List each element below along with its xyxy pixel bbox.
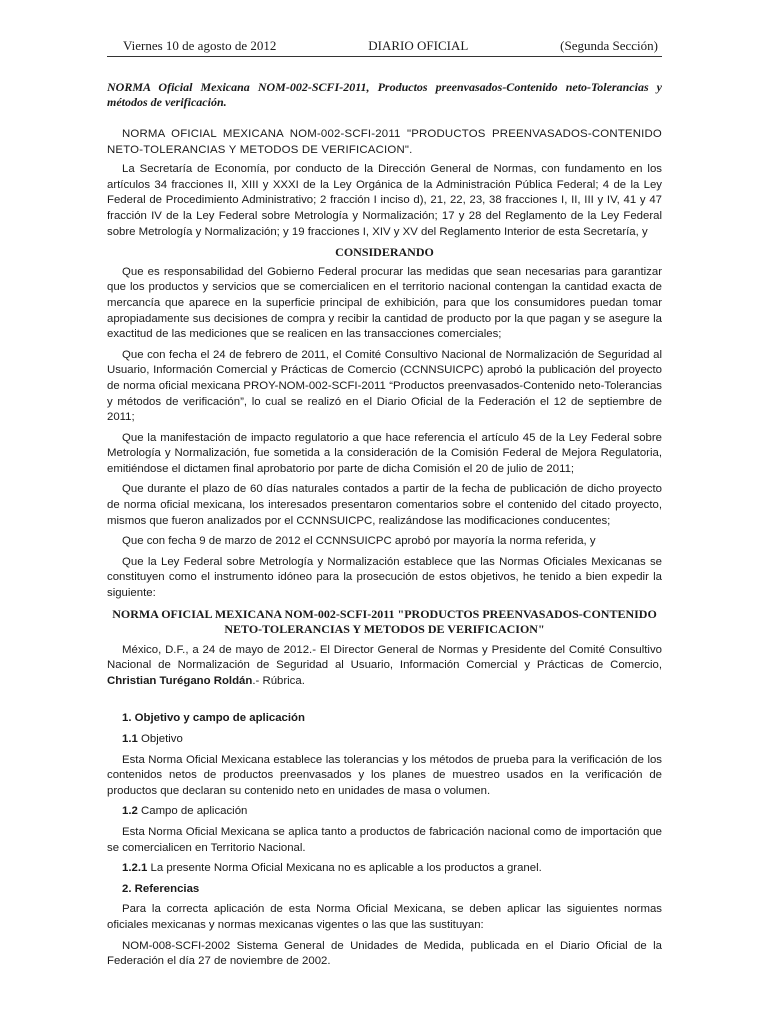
norm-centered-title: [107, 607, 662, 637]
signature-text: México, D.F., a 24 de mayo de 2012.- El Director General de Normas y Presidente del Comité Consultivo Nacional de Normalización de Seguridad al Usuario, Información Comercial y Prácticas de Comercio,: [107, 643, 662, 672]
considerando-paragraph: Que con fecha el 24 de febrero de 2011, el Comité Consultivo Nacional de Normalización de Seguridad al Usuario, Información Comercial y Prácticas de Comercio (CCNNSUICPC) aprobó la publicación del proyecto de norma oficial mexicana PROY-NOM-002-SCFI-2011 “Productos preenvasados-Contenido neto-Tolerancias y métodos de verificación”, lo cual se realizó en el Diario Oficial de la Federación el 12 de septiembre de 2011;: [107, 348, 662, 424]
considerando-paragraph: Que con fecha 9 de marzo de 2012 el CCNNSUICPC aprobó por mayoría la norma referida, y: [122, 535, 596, 548]
intro-caps-paragraph: NORMA OFICIAL MEXICANA NOM-002-SCFI-2011 "PRODUCTOS PREENVASADOS-CONTENIDO NETO-TOLERANCIAS Y METODOS DE VERIFICACION".: [107, 128, 662, 156]
header-section: (Segunda Sección): [560, 38, 658, 53]
considerando-paragraph: Que durante el plazo de 60 días naturales contados a partir de la fecha de publicación de dicho proyecto de norma oficial mexicana, los interesados presentaron comentarios sobre el contenido del citado proyecto, mismos que fueron analizados por el CCNNSUICPC, realizándose las modificaciones conducentes;: [107, 483, 662, 527]
header-publication: DIARIO OFICIAL: [368, 38, 469, 53]
considerando-heading: CONSIDERANDO: [335, 245, 434, 260]
subsection-1-2: [107, 804, 662, 820]
norm-title: NORMA Oficial Mexicana NOM-002-SCFI-2011, Productos preenvasados-Contenido neto-Tolerancias y métodos de verificación.: [107, 80, 662, 109]
document-body: [107, 127, 662, 970]
subsection-1-2-text: Esta Norma Oficial Mexicana se aplica tanto a productos de fabricación nacional como de importación que se comercialicen en Territorio Nacional.: [107, 825, 662, 854]
subsection-number: 1.2.1: [122, 862, 148, 875]
section-1-heading: 1. Objetivo y campo de aplicación: [122, 712, 305, 725]
subsection-title: Objetivo: [137, 733, 183, 745]
subsection-1-1: [107, 732, 662, 748]
subsection-1-2-1: [107, 861, 662, 877]
subsection-title: Campo de aplicación: [137, 805, 248, 818]
reference-item: NOM-008-SCFI-2002 Sistema General de Unidades de Medida, publicada en el Diario Oficial de la Federación el día 27 de noviembre de 2002.: [107, 939, 662, 968]
signatory-name: Christian Turégano Roldán: [107, 674, 253, 687]
subsection-number: 1.2: [122, 805, 138, 818]
signature-suffix: .- Rúbrica.: [252, 674, 305, 687]
norm-centered-title-line: NETO-TOLERANCIAS Y METODOS DE VERIFICACION": [224, 621, 545, 636]
signature-paragraph: [107, 643, 662, 690]
subsection-number: 1.1: [122, 733, 138, 745]
header-date: Viernes 10 de agosto de 2012: [123, 38, 277, 53]
considerando-paragraph: Que es responsabilidad del Gobierno Federal procurar las medidas que sean necesarias para garantizar que los productos y servicios que se comercialicen en el territorio nacional contengan la cantidad exacta de mercancía que aparece en la superficie principal de exhibición, para que los consumidores puedan tomar apropiadamente sus decisiones de compra y recibir la cantidad de producto por la que pagan y se asegure la exactitud de las mediciones que se realicen en las transacciones comerciales;: [107, 265, 662, 341]
page-header: [107, 38, 662, 57]
subsection-text: La presente Norma Oficial Mexicana no es aplicable a los productos a granel.: [147, 862, 542, 875]
considerando-paragraph: Que la manifestación de impacto regulatorio a que hace referencia el artículo 45 de la Ley Federal sobre Metrología y Normalización, fue sometida a la consideración de la Comisión Federal de Mejora Regulatoria, emitiéndose el dictamen final aprobatorio por parte de dicha Comisión el 20 de julio de 2011;: [107, 431, 662, 475]
section-2-heading: 2. Referencias: [122, 882, 200, 895]
subsection-1-1-text: Esta Norma Oficial Mexicana establece las tolerancias y los métodos de prueba para la verificación de los contenidos netos de productos preenvasados y los planes de muestreo usados en la verificación de productos que declaran su contenido neto en unidades de masa o volumen.: [107, 753, 662, 797]
section-2-text: Para la correcta aplicación de esta Norma Oficial Mexicana, se deben aplicar las siguientes normas oficiales mexicanas y normas mexicanas vigentes o las que las sustituyan:: [107, 903, 662, 931]
considerando-paragraph: Que la Ley Federal sobre Metrología y Normalización establece que las Normas Oficiales Mexicanas se constituyen como el instrumento idóneo para la prosecución de estos objetivos, he tenido a bien expedir la siguiente:: [107, 555, 662, 600]
intro-paragraph: La Secretaría de Economía, por conducto de la Dirección General de Normas, con fundamento en los artículos 34 fracciones II, XIII y XXXI de la Ley Orgánica de la Administración Pública Federal; 4 de la Ley Federal de Procedimiento Administrativo; 2 fracción I inciso d), 21, 22, 23, 38 fracciones I, II, III y IV, 41 y 47 fracción IV de la Ley Federal sobre Metrología y Normalización; 17 y 28 del Reglamento de la Ley Federal sobre Metrología y Normalización; y 19 fracciones I, XIV y XV del Reglamento Interior de esta Secretaría, y: [107, 163, 662, 238]
norm-centered-title-line: NORMA OFICIAL MEXICANA NOM-002-SCFI-2011 "PRODUCTOS PREENVASADOS-CONTENIDO: [112, 606, 657, 621]
